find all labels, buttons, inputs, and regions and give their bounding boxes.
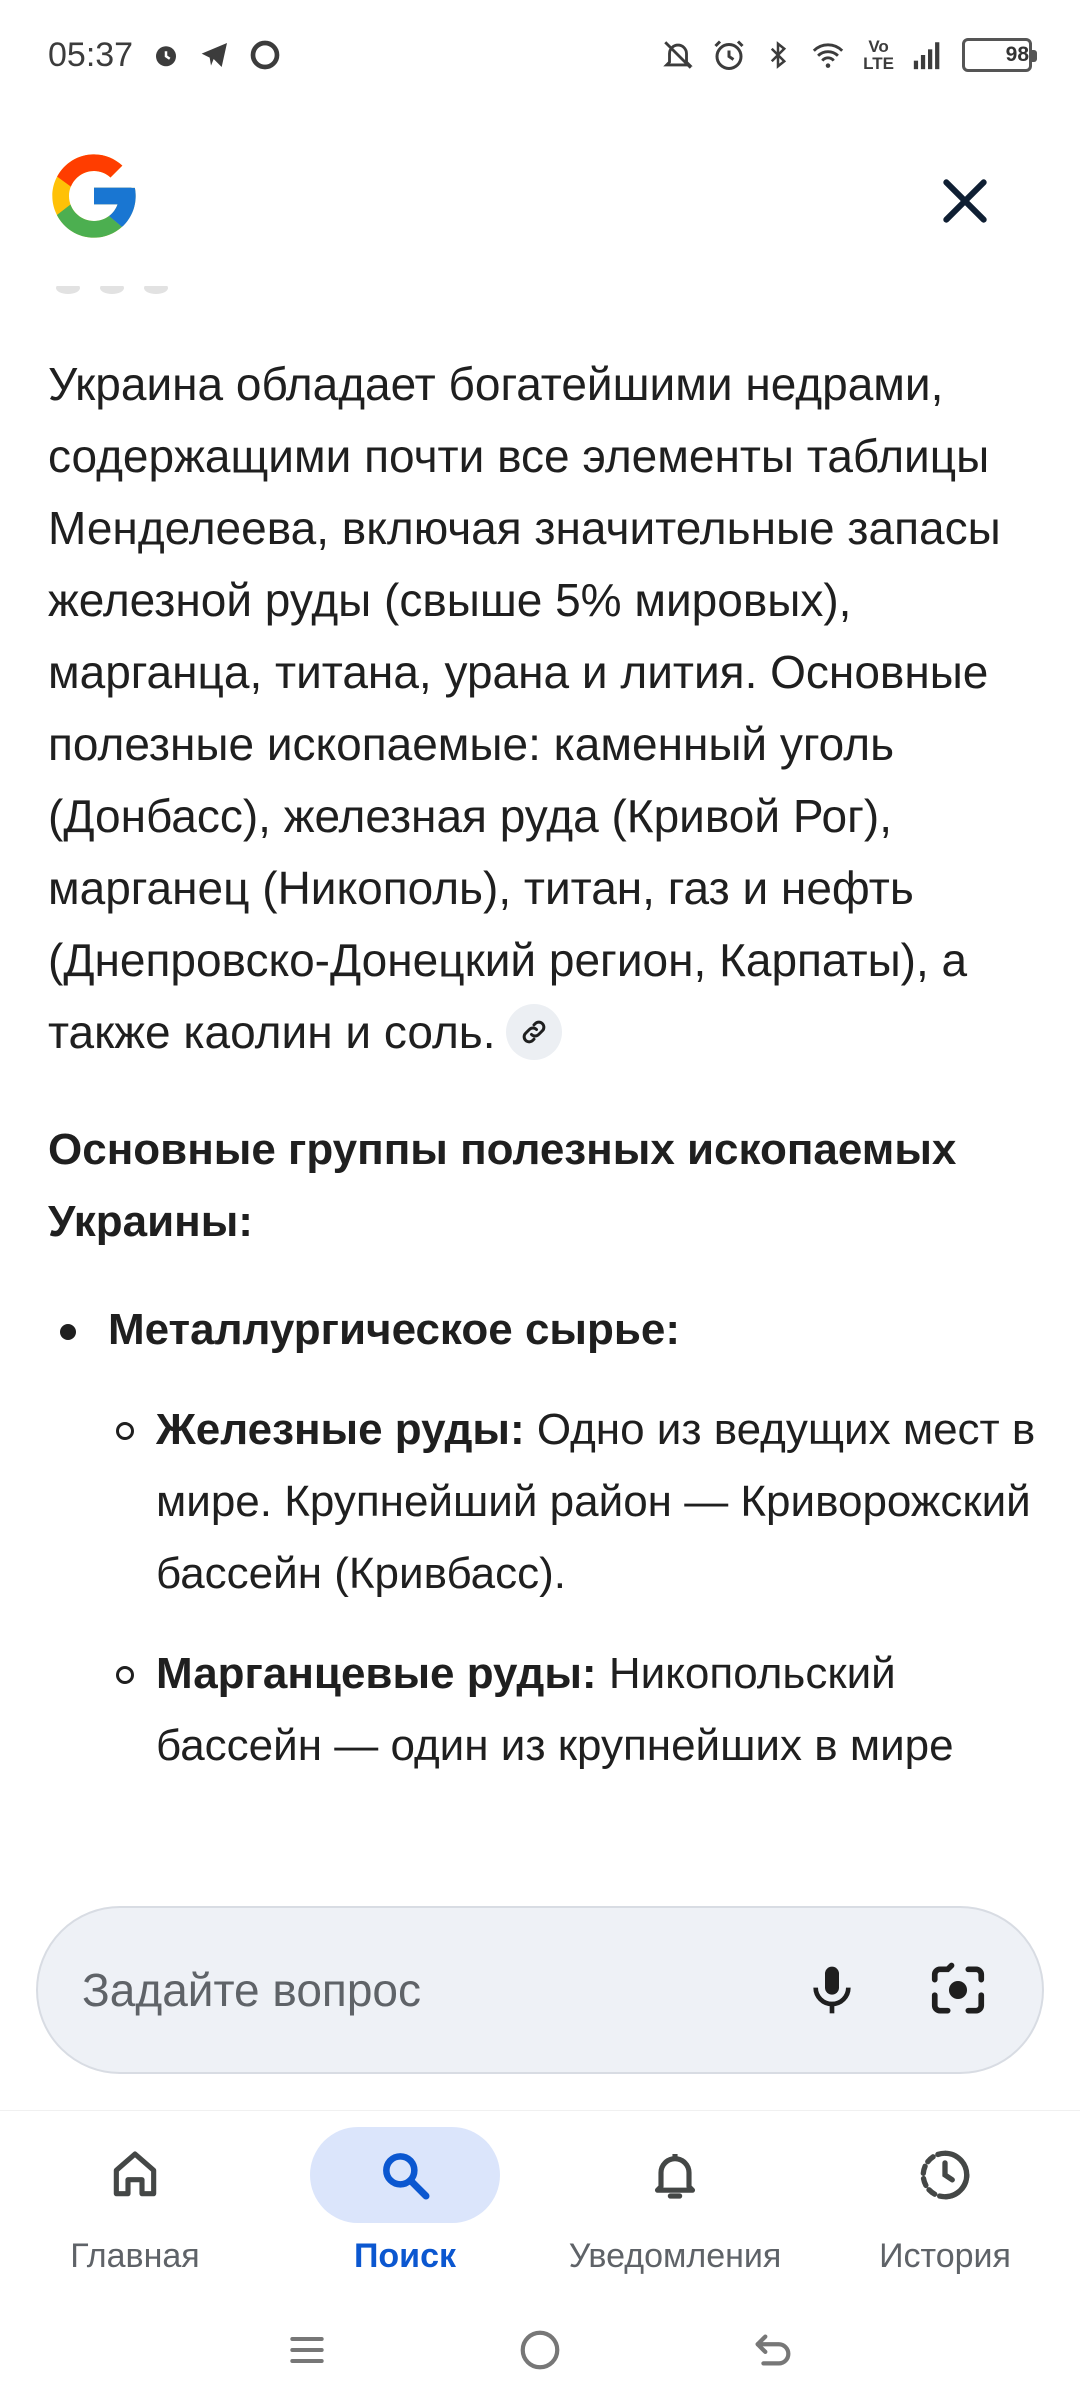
bluetooth-icon [763,38,793,72]
alarm-status-icon [711,37,747,73]
mic-icon [804,1962,860,2018]
back-icon [750,2327,796,2373]
signal-icon [910,38,946,72]
bottom-navigation [0,2110,1080,2290]
source-link-button[interactable] [506,1004,562,1060]
nav-label-home: Главная [70,2237,200,2275]
nav-icon-container [310,2127,500,2223]
section-heading: Основные группы полезных ископаемых Украины: [48,1125,957,1246]
nav-item-notifications[interactable] [540,2111,810,2290]
close-icon [937,173,993,229]
nav-label-search: Поиск [353,2237,457,2275]
system-navigation-bar [0,2300,1080,2400]
sub-list-item [48,1394,1038,1610]
scrolled-content-edge [54,286,174,302]
battery-level: 98 [1005,43,1029,66]
nav-icon-container [850,2127,1040,2223]
lens-search-button[interactable] [918,1950,998,2030]
list-item-label: Металлургическое сырье: [108,1305,681,1354]
search-icon [377,2147,433,2203]
volte-top: Vo [868,37,889,56]
search-input[interactable] [82,1963,792,2017]
wifi-icon [809,38,847,72]
sub-bullet-icon [116,1666,134,1684]
sub-list-item-text: Одно из ведущих мест в мире. Крупнейший район — Криворожский бассейн (Кривбасс). [156,1405,1036,1598]
record-icon [249,39,281,71]
history-icon [916,2146,974,2204]
ai-answer-content [48,348,1038,1782]
header [0,130,1080,270]
status-bar [0,0,1080,110]
status-left [48,36,281,75]
link-icon [519,1017,549,1047]
camera-lens-icon [927,1959,989,2021]
voice-search-button[interactable] [792,1950,872,2030]
circle-home-icon [517,2327,563,2373]
menu-icon [285,2328,329,2372]
nav-item-home[interactable] [0,2111,270,2290]
answer-paragraph [48,348,1038,1068]
bullet-icon [60,1324,76,1340]
bell-off-icon [661,38,695,72]
google-logo-icon [44,146,144,246]
nav-item-search[interactable] [270,2111,540,2290]
alarm-icon [151,40,181,70]
nav-label-history: История [879,2237,1011,2275]
nav-icon-container [580,2127,770,2223]
status-time: 05:37 [48,35,134,74]
nav-icon-container [40,2127,230,2223]
nav-label-notifications: Уведомления [568,2237,782,2275]
volte-indicator [863,38,894,72]
sub-list-item-title: Марганцевые руды: [156,1649,597,1698]
close-button[interactable] [930,166,1000,236]
status-right [661,37,1032,73]
volte-bottom: LTE [863,54,894,73]
sub-list-item-text: Никопольский бассейн — один из крупнейших в мире [156,1649,954,1770]
answer-paragraph-text: Украина обладает богатейшими недрами, содержащими почти все элементы таблицы Менделеева, включая значительные запасы железной руды (свыше 5% мировых), марганца, титана, урана и лития. Основные полезные ископаемые: каменный уголь (Донбасс), железная руда (Кривой Рог), марганец (Никополь), титан, газ и нефть (Днепровско-Донецкий регион, Карпаты), а также каолин и соль. [48,358,1001,1058]
list-item [48,1294,1038,1366]
home-icon [107,2147,163,2203]
bell-icon [647,2147,703,2203]
nav-item-history[interactable] [810,2111,1080,2290]
back-button[interactable] [733,2310,813,2390]
sub-list-item [48,1638,1038,1782]
sub-list-item-title: Железные руды: [156,1405,525,1454]
telegram-icon [199,39,231,71]
search-bar [36,1906,1044,2074]
battery-indicator [962,38,1032,72]
home-system-button[interactable] [500,2310,580,2390]
recent-apps-button[interactable] [267,2310,347,2390]
sub-bullet-icon [116,1422,134,1440]
